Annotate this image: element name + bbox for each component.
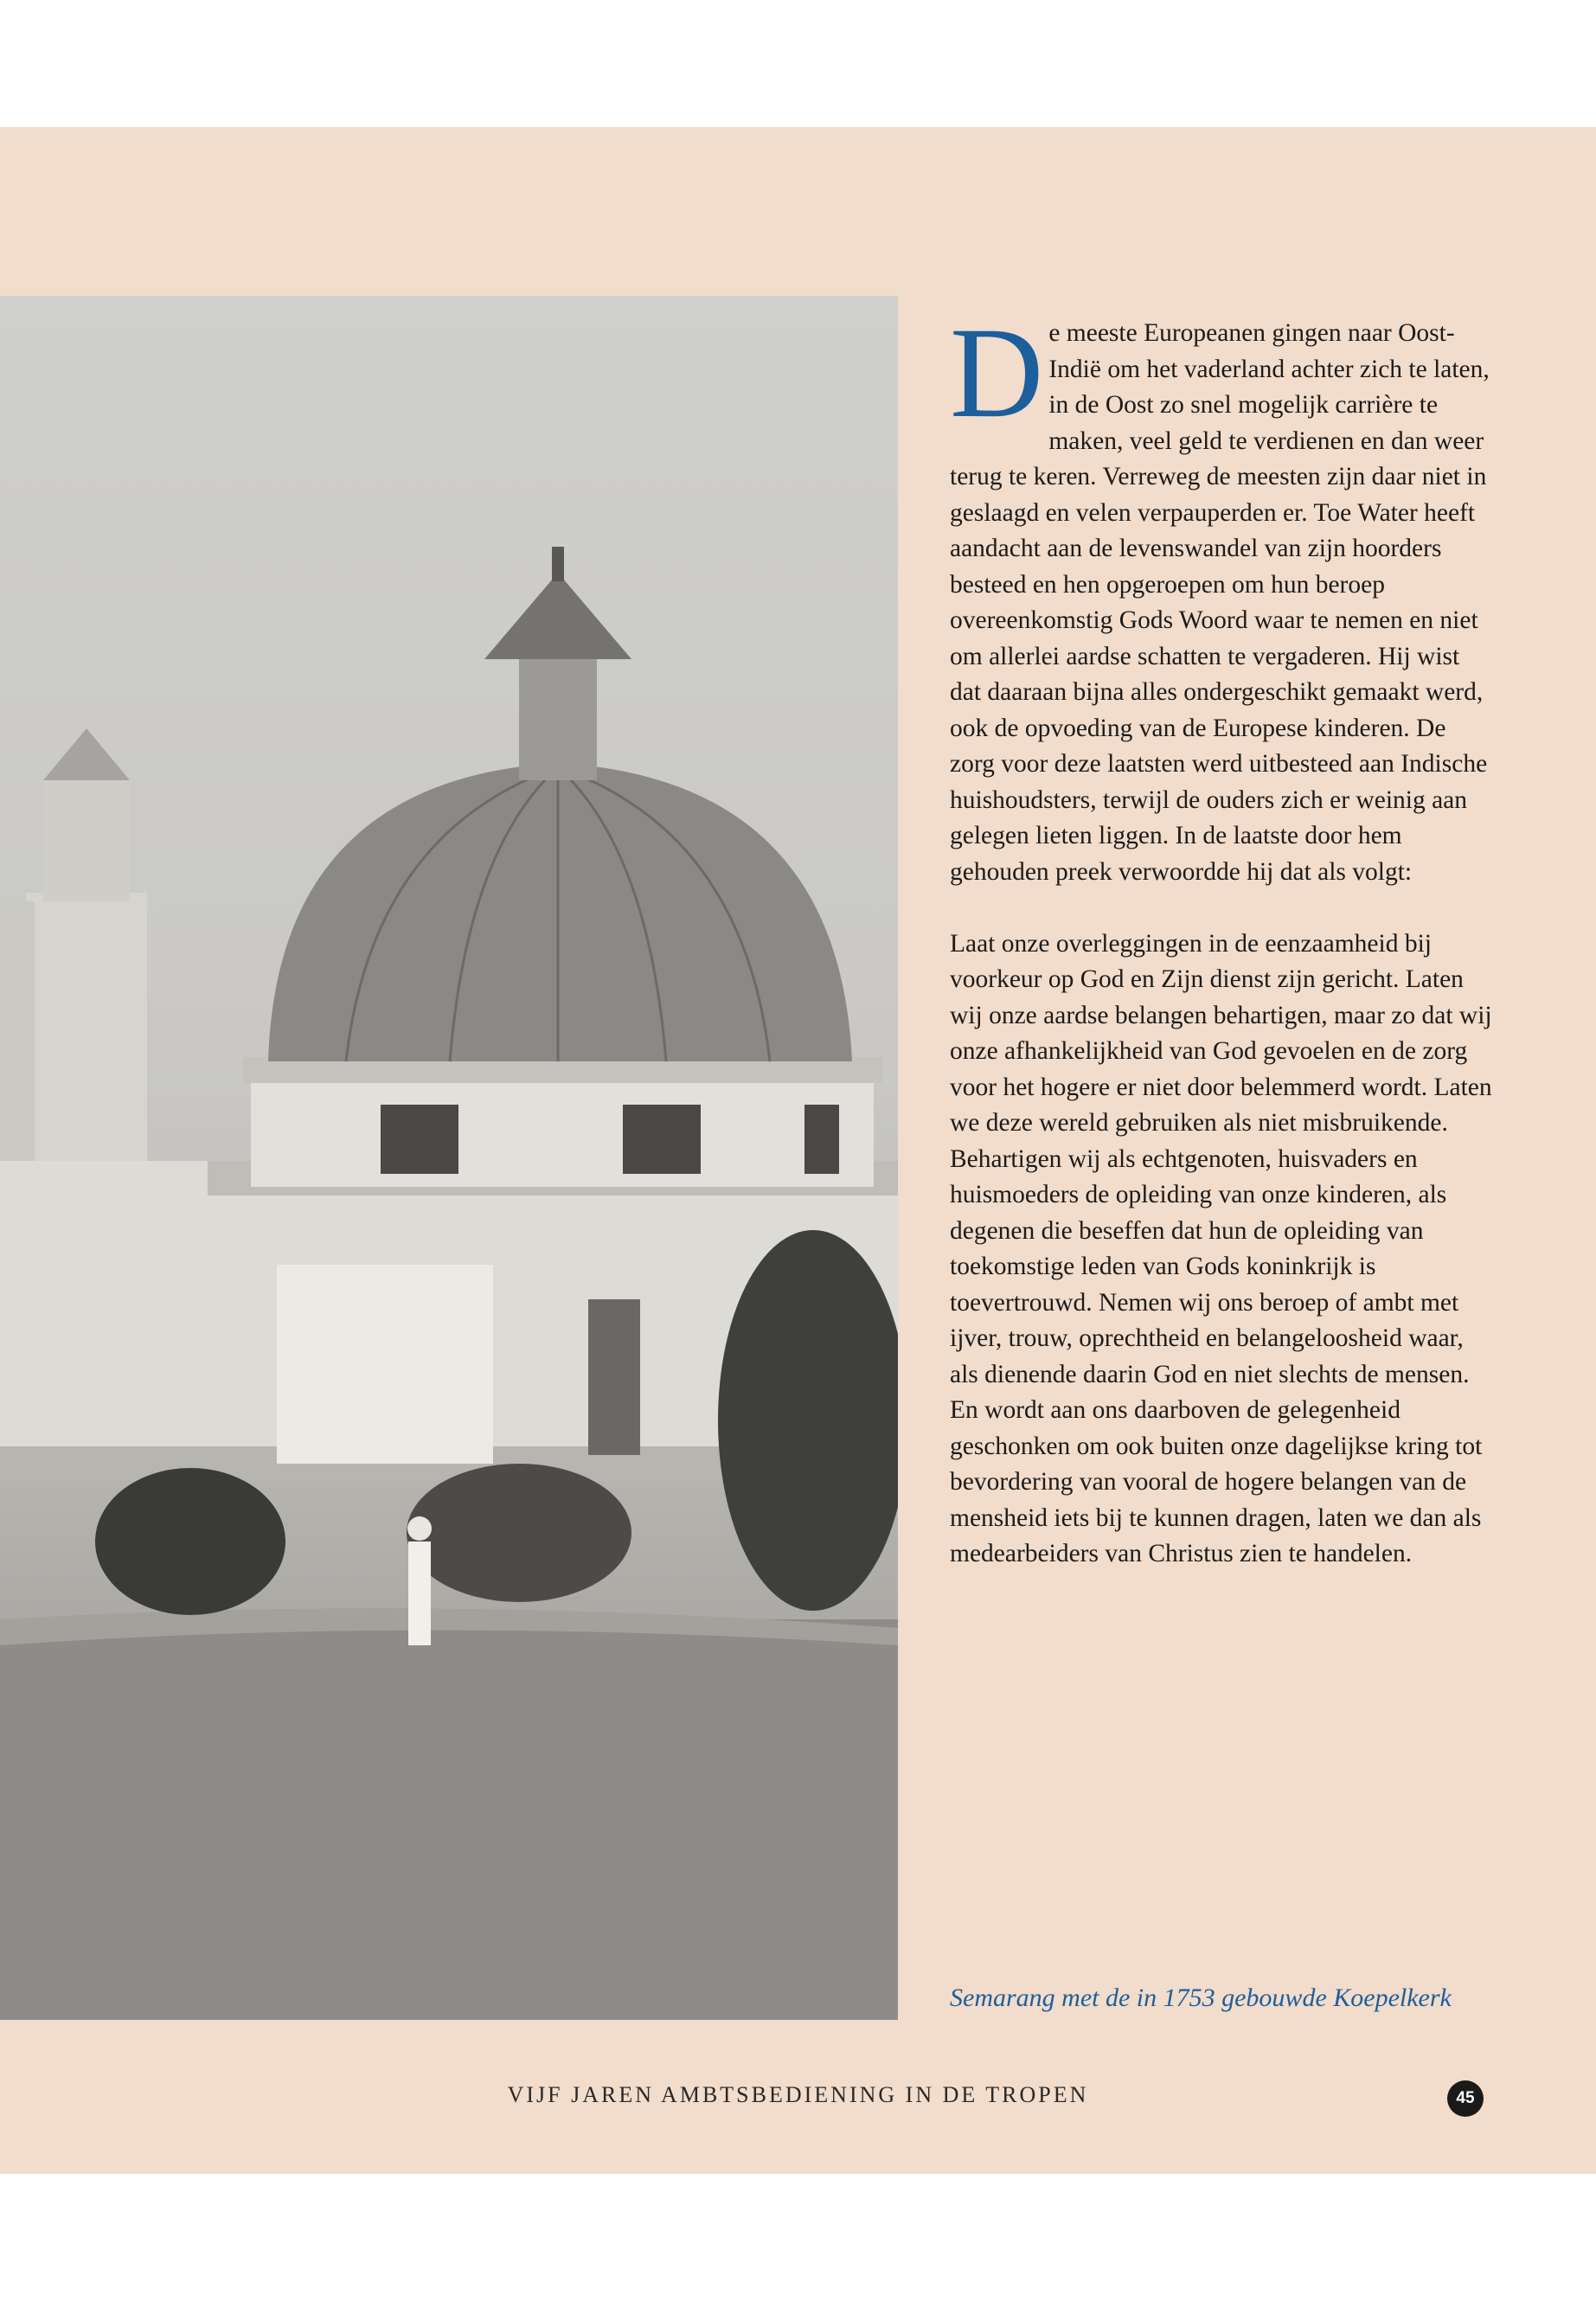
ground xyxy=(0,1619,898,2020)
article-paragraph-2: Laat onze overleggingen in de eenzaamheid bij voorkeur op God en Zijn dienst zijn gericht. Laten wij onze aardse belangen behartigen, maar zo dat wij onze afhankelijkheid van God gevoelen en de zorg voor het hogere er niet door belemmerd wordt. Laten we deze wereld gebruiken als niet misbruikende. Behartigen wij als echtgenoten, huisvaders en huismoeders de opleiding van onze kinderen, als degenen die beseffen dat hun de opleiding van toekomstige leden van Gods koninkrijk is toevertrouwd. Nemen wij ons beroep of ambt met ijver, trouw, oprechtheid en belangeloosheid waar, als dienende daarin God en niet slechts de mensen. En wordt aan ons daarboven de gelegenheid geschonken om ook buiten onze dagelijkse kring tot bevordering van vooral de hogere belangen van de mensheid iets bij te kunnen dragen, laten we dan als medearbeiders van Christus zien te handelen. xyxy=(950,929,1492,1567)
drop-cap: D xyxy=(950,301,1044,445)
article-body xyxy=(950,301,1495,1573)
standing-figure xyxy=(408,1541,431,1645)
paragraph-1-text: e meeste Europeanen gingen naar Oost-Indië om het vaderland achter zich te laten, in de Oost zo snel mogelijk carrière te maken, veel geld te verdienen en dan weer terug te keren. Verreweg de meesten zijn daar niet in geslaagd en velen verpauperden er. Toe Water heeft aandacht aan de levenswandel van zijn hoorders besteed en hen opgeroepen om hun beroep overeenkomstig Gods Woord waar te nemen en niet om allerlei aardse schatten te vergaderen. Hij wist dat daaraan bijna alles ondergeschikt gemaakt werd, ook de opvoeding van de Europese kinderen. De zorg voor deze laatsten werd uitbesteed aan Indische huishoudsters, terwijl de ouders zich er weinig aan gelegen lieten liggen. In de laatste door hem gehouden preek verwoordde hij dat als volgt: xyxy=(950,319,1490,886)
dome-drum xyxy=(251,1074,874,1187)
page-number: 45 xyxy=(1447,2080,1484,2117)
church-illustration xyxy=(0,296,898,2020)
article-paragraph-1 xyxy=(950,301,1495,890)
dome xyxy=(268,763,852,1061)
shrub-left xyxy=(95,1468,285,1615)
running-title: VIJF JAREN AMBTSBEDIENING IN DE TROPEN xyxy=(507,2082,1089,2107)
lantern xyxy=(519,659,597,780)
photo-caption: Semarang met de in 1753 gebouwde Koepelkerk xyxy=(950,1984,1452,2012)
koepelkerk-photo xyxy=(0,296,898,2020)
